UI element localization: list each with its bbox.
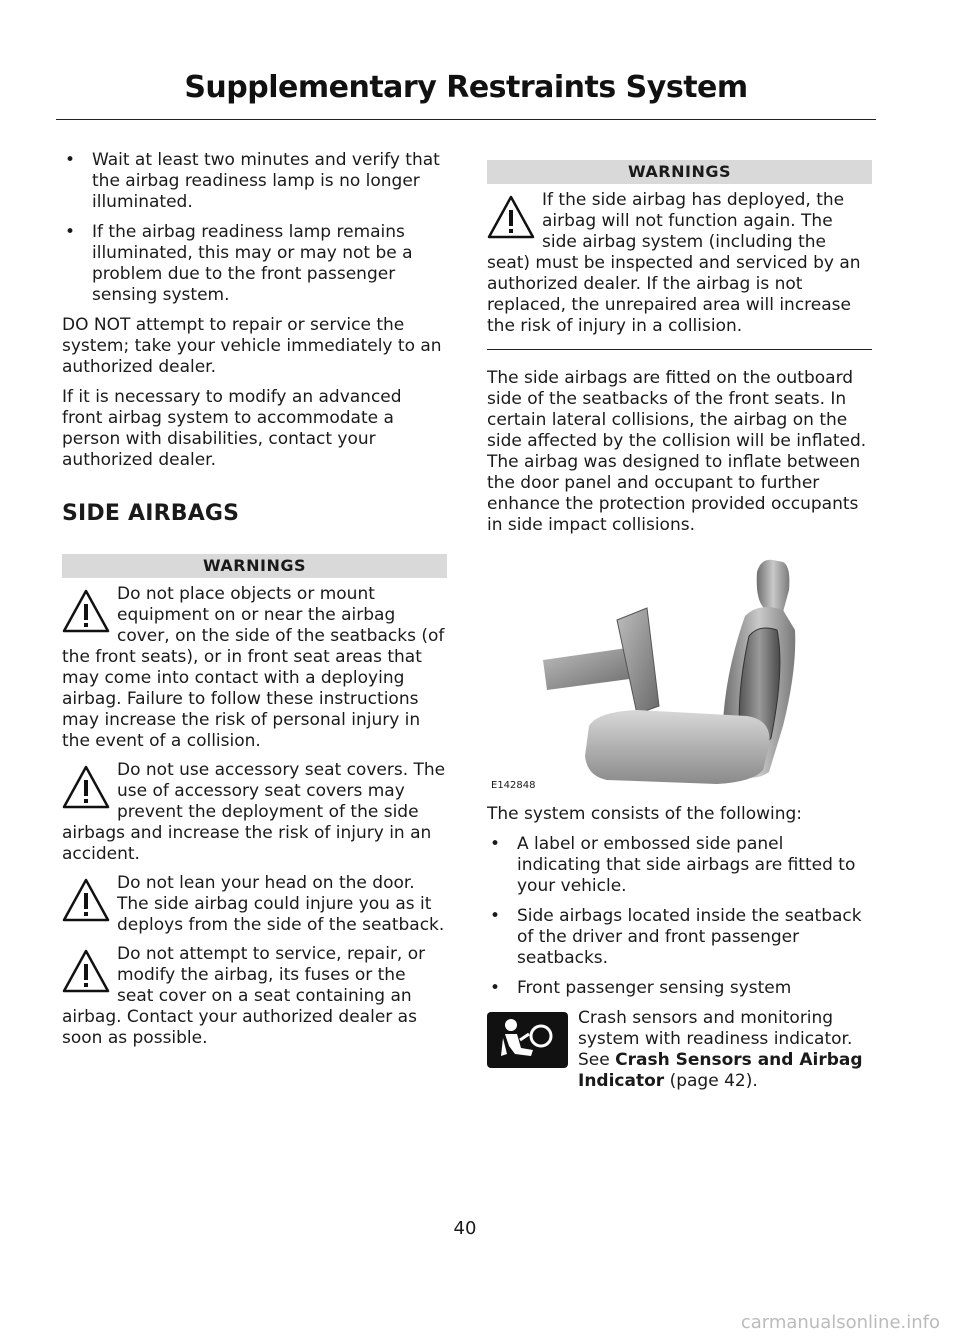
warnings-header: WARNINGS: [62, 554, 447, 578]
list-item: [487, 906, 872, 969]
watermark: carmanualsonline.info: [740, 1312, 940, 1333]
airbag-indicator-note: [487, 1008, 872, 1092]
bullet-icon: •: [490, 834, 501, 854]
warning-block: [62, 760, 447, 865]
bullet-icon: •: [65, 222, 76, 242]
warning-text: Do not use accessory seat covers. The use of accessory seat covers may prevent the deployment of the side airbags and increase the risk of injury in an accident.: [62, 760, 446, 864]
page-title: Supplementary Restraints System: [184, 70, 748, 105]
warning-triangle-icon: [62, 760, 114, 820]
indicator-page-ref: (page 42).: [664, 1071, 758, 1091]
right-column: [487, 150, 872, 1092]
bullet-icon: •: [490, 978, 501, 998]
bullet-icon: •: [490, 906, 501, 926]
warning-block: [62, 873, 447, 936]
warning-triangle-icon: [487, 190, 539, 250]
list-item-text: A label or embossed side panel indicating that side airbags are fitted to your vehicle.: [517, 834, 856, 896]
header-divider: [56, 119, 876, 120]
bullet-icon: •: [65, 150, 76, 170]
warning-triangle-icon: [62, 873, 114, 933]
seat-airbag-diagram: [487, 550, 870, 798]
warning-text: If the side airbag has deployed, the airbag will not function again. The side airbag system (including the seat) must be inspected and serviced by an authorized dealer. If the airbag is not replaced, the unrepaired area will increase the risk of injury in a collision.: [487, 190, 861, 336]
system-intro: The system consists of the following:: [487, 804, 803, 824]
system-list: [487, 834, 872, 999]
page-header: [56, 70, 876, 105]
paragraph: DO NOT attempt to repair or service the system; take your vehicle immediately to an authorized dealer.: [62, 315, 442, 377]
warning-text: Do not place objects or mount equipment on or near the airbag cover, on the side of the seatbacks (of the front seats), or in front seat areas that may come into contact with a deploying airbag. Failure to follow these instructions may increase the risk of personal injury in the event of a collision.: [62, 584, 445, 751]
side-airbag-seat-illustration: [487, 550, 870, 798]
warning-text: Do not lean your head on the door. The side airbag could injure you as it deploys from the side of the seatback.: [117, 873, 445, 935]
warning-divider: [487, 349, 872, 350]
warning-block: [487, 190, 872, 337]
warnings-header: WARNINGS: [487, 160, 872, 184]
left-column: [62, 150, 447, 1057]
list-item: [62, 150, 447, 213]
airbag-warning-icon: [487, 1012, 568, 1068]
list-item-text: If the airbag readiness lamp remains illuminated, this may or may not be a problem due to the front passenger sensing system.: [92, 222, 413, 305]
list-item-text: Wait at least two minutes and verify that the airbag readiness lamp is no longer illuminated.: [92, 150, 440, 212]
list-item-text: Front passenger sensing system: [517, 978, 792, 998]
indicator-text: Crash sensors and monitoring system with readiness indicator. See: [578, 1008, 853, 1070]
paragraph: The side airbags are fitted on the outboard side of the seatbacks of the front seats. In certain lateral collisions, the airbag on the side affected by the collision will be inflated. The airbag was designed to inflate between the door panel and occupant to further enhance the protection provided occupants in side impact collisions.: [487, 368, 867, 535]
list-item-text: Side airbags located inside the seatback of the driver and front passenger seatbacks.: [517, 906, 862, 968]
warning-block: [62, 944, 447, 1049]
warning-triangle-icon: [62, 584, 114, 644]
warning-text: Do not attempt to service, repair, or modify the airbag, its fuses or the seat cover on a seat containing an airbag. Contact your authorized dealer as soon as possible.: [62, 944, 426, 1048]
list-item: [62, 222, 447, 306]
section-heading: SIDE AIRBAGS: [62, 501, 240, 526]
warning-triangle-icon: [62, 944, 114, 1004]
paragraph: If it is necessary to modify an advanced front airbag system to accommodate a person with disabilities, contact your authorized dealer.: [62, 387, 402, 470]
page-number: 40: [453, 1218, 477, 1239]
indicator-reference-link[interactable]: Crash Sensors and Airbag Indicator: [578, 1050, 863, 1091]
figure-code: E142848: [491, 780, 536, 791]
warning-block: [62, 584, 447, 752]
left-bullet-list: [62, 150, 447, 306]
list-item: [487, 978, 872, 999]
list-item: [487, 834, 872, 897]
